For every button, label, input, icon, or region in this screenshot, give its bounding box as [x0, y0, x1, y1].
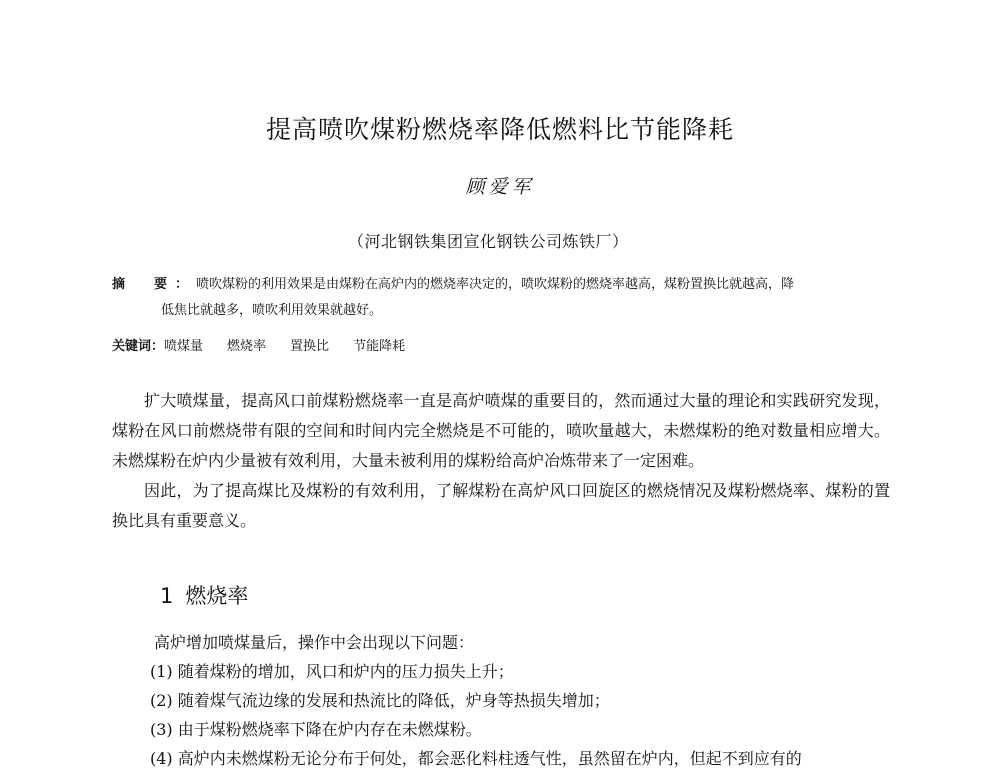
keyword-item: 节能降耗 — [353, 339, 406, 354]
author-name: 顾爱军 — [465, 176, 535, 198]
section-content — [112, 628, 890, 773]
body-paragraph-1: 扩大喷煤量，提高风口前煤粉燃烧率一直是高炉喷煤的重要目的，然而通过大量的理论和实践研究发现，煤粉在风口前燃烧带有限的空间和时间内完全燃烧是不可能的，喷吹量越大，未燃煤粉的绝对数量相应增大。未燃煤粉在炉内少量被有效利用，大量未被利用的煤粉给高炉冶炼带来了一定困难。 — [112, 391, 890, 470]
paper-title: 提高喷吹煤粉燃烧率降低燃料比节能降耗 — [265, 115, 734, 144]
abstract — [112, 272, 890, 324]
body-paragraph-2: 因此，为了提高煤比及煤粉的有效利用，了解煤粉在高炉风口回旋区的燃烧情况及煤粉燃烧率、煤粉的置换比具有重要意义。 — [112, 481, 890, 530]
keywords-label: 关键词： — [112, 339, 165, 354]
keyword-item: 置换比 — [290, 339, 330, 354]
keyword-item: 喷煤量 — [164, 339, 204, 354]
list-item: (4) 高炉内未燃煤粉无论分布于何处，都会恶化料柱透气性，虽然留在炉内，但起不到应有的 — [150, 749, 802, 768]
body-text — [112, 386, 890, 536]
section-number: 1 — [160, 584, 174, 608]
section-title: 燃烧率 — [185, 584, 249, 608]
list-item: (3) 由于煤粉燃烧率下降在炉内存在未燃煤粉。 — [150, 720, 482, 739]
keywords — [112, 336, 429, 358]
list-item: (1) 随着煤粉的增加，风口和炉内的压力损失上升； — [150, 662, 514, 681]
abstract-first-line — [112, 272, 890, 298]
list-item: (2) 随着煤气流边缘的发展和热流比的降低，炉身等热损失增加； — [150, 691, 610, 710]
abstract-label: 摘 要： — [112, 277, 197, 292]
keyword-item: 燃烧率 — [227, 339, 267, 354]
section-intro: 高炉增加喷煤量后，操作中会出现以下问题： — [154, 633, 475, 652]
section-heading — [160, 580, 248, 610]
author-affiliation: （河北钢铁集团宣化钢铁公司炼铁厂） — [348, 232, 629, 251]
abstract-text-line-2: 低焦比就越多，喷吹利用效果就越好。 — [161, 303, 383, 318]
abstract-text-line-1: 喷吹煤粉的利用效果是由煤粉在高炉内的燃烧率决定的，喷吹煤粉的燃烧率越高，煤粉置换比就越高，降 — [196, 277, 795, 292]
